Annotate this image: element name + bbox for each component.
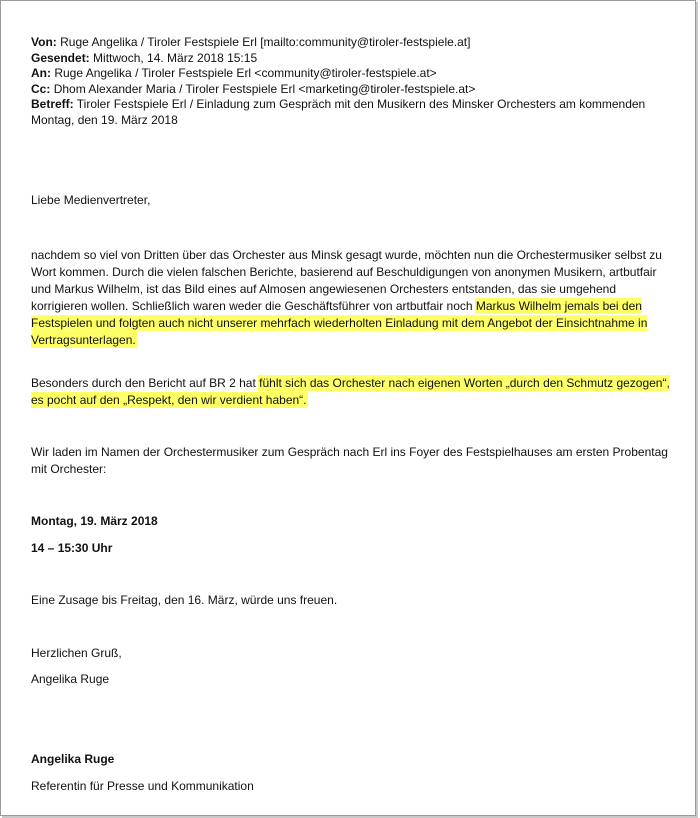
event-time: 14 – 15:30 Uhr (31, 541, 113, 555)
paragraph-2 (31, 375, 671, 409)
paragraph-2-text: Besonders durch den Bericht auf BR 2 hat (31, 376, 260, 390)
cc-row (31, 82, 671, 98)
from-value: Ruge Angelika / Tiroler Festspiele Erl [mailto:community@tiroler-festspiele.at] (60, 35, 471, 49)
paragraph-1-highlight: Markus Wilhelm jemals bei den Festspielen und folgten auch nicht unserer mehrfach wiederholten Einladung mit dem Angebot der Einsichtnahme in Vertragsunterlagen. (31, 299, 648, 347)
sent-row (31, 51, 671, 67)
cc-value: Dhom Alexander Maria / Tiroler Festspiele Erl <marketing@tiroler-festspiele.at> (53, 81, 476, 96)
paragraph-1-text: nachdem so viel von Dritten über das Orchester aus Minsk gesagt wurde, möchten nun die Orchestermusiker selbst zu Wort kommen. Durch die vielen falschen Berichte, basierend auf Beschuldigungen von anonymen Musikern, artbutfair und Markus Wilhelm, ist das Bild eines auf Almosen angewiesenen Orchesters entstanden, das sie umgehend korrigieren wollen. Schließlich waren weder die Geschäftsführer von artbutfair noch (31, 248, 662, 313)
greeting: Liebe Medienvertreter, (31, 193, 151, 207)
signature-name: Angelika Ruge (31, 752, 115, 766)
subject-label: Betreff: (31, 97, 74, 111)
event-date: Montag, 19. März 2018 (31, 514, 158, 528)
closing: Herzlichen Gruß, (31, 646, 122, 660)
paragraph-1 (31, 247, 671, 349)
to-row (31, 66, 671, 82)
subject-row (31, 97, 671, 128)
paragraph-2-highlight: fühlt sich das Orchester nach eigenen Worten „durch den Schmutz gezogen“, es pocht auf den „Respekt, den wir verdient haben“. (31, 376, 670, 407)
cc-label: Cc: (31, 81, 51, 96)
sent-value: Mittwoch, 14. März 2018 15:15 (93, 50, 258, 65)
from-row (31, 35, 671, 51)
to-value: Ruge Angelika / Tiroler Festspiele Erl <community@tiroler-festspiele.at> (54, 66, 437, 80)
signature: Angelika Ruge (31, 672, 110, 686)
from-label: Von: (31, 35, 57, 49)
subject-value: Tiroler Festspiele Erl / Einladung zum Gespräch mit den Musikern des Minsker Orchesters am kommenden Montag, den 19. März 2018 (31, 97, 646, 127)
paragraph-3: Wir laden im Namen der Orchestermusiker zum Gespräch nach Erl ins Foyer des Festspielhauses am ersten Probentag mit Orchester: (31, 445, 668, 476)
sent-label: Gesendet: (31, 50, 90, 65)
rsvp-text: Eine Zusage bis Freitag, den 16. März, würde uns freuen. (31, 593, 338, 607)
signature-title: Referentin für Presse und Kommunikation (31, 779, 254, 793)
email-header (31, 35, 671, 128)
to-label: An: (31, 66, 51, 80)
